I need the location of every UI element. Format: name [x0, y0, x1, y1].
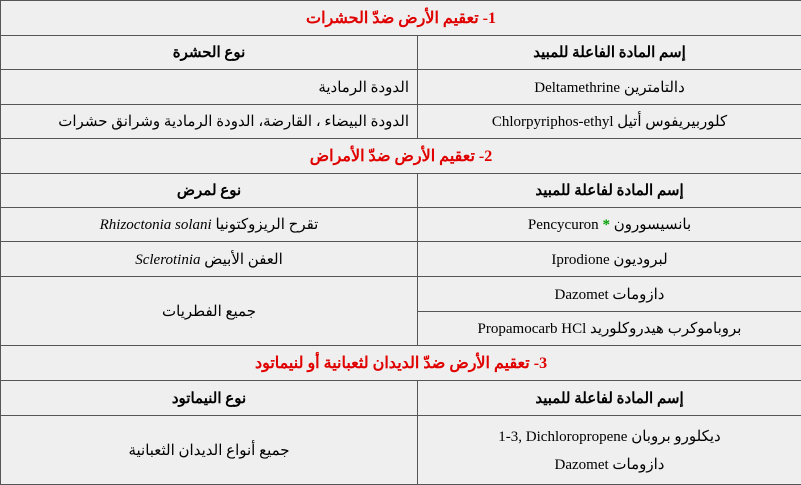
target-header: نوع النيماتود — [1, 381, 418, 416]
target-header: نوع الحشرة — [1, 36, 418, 70]
compound-cell — [418, 416, 801, 485]
compound-cell — [418, 312, 801, 346]
table-row — [1, 208, 801, 242]
compound-line — [426, 455, 793, 474]
compound-ar: دالتامترين — [623, 79, 685, 96]
header-row-2 — [1, 174, 801, 208]
compound-en: Dazomet — [554, 456, 609, 473]
compound-ar: ديكلورو بروبان — [631, 428, 721, 445]
section-row-3 — [1, 346, 801, 381]
target-ar: العفن الأبيض — [204, 251, 283, 268]
target-cell — [1, 242, 418, 277]
section-title-2: 2- تعقيم الأرض ضدّ الأمراض — [1, 139, 801, 174]
target-cell: الدودة الرمادية — [1, 70, 418, 105]
compound-en: 1-3, Dichloropropene — [498, 428, 628, 445]
target-ar: تقرح الريزوكتونيا — [215, 217, 319, 233]
section-title-3: 3- تعقيم الأرض ضدّ الديدان لثعبانية أو لنيماتود — [1, 346, 801, 381]
table-row — [1, 416, 801, 485]
compound-cell — [418, 208, 801, 242]
target-cell: جميع أنواع الديدان الثعبانية — [1, 416, 418, 485]
compound-ar: بانسيسورون — [613, 217, 692, 233]
target-cell: جميع الفطريات — [1, 277, 418, 346]
compound-header: إسم المادة لفاعلة للمبيد — [418, 174, 801, 208]
compound-ar: كلوربيريفوس أتيل — [617, 114, 728, 130]
compound-cell — [418, 105, 801, 139]
target-latin: Sclerotinia — [135, 251, 201, 268]
section-title-1: 1- تعقيم الأرض ضدّ الحشرات — [1, 1, 801, 36]
target-cell: الدودة البيضاء ، القارضة، الدودة الرمادية وشرانق حشرات — [1, 105, 418, 139]
compound-en: Propamocarb HCl — [477, 321, 587, 337]
compound-en: Iprodione — [551, 251, 610, 268]
compound-en: Deltamethrine — [534, 79, 621, 96]
table-row — [1, 105, 801, 139]
header-row-3 — [1, 381, 801, 416]
target-latin: Rhizoctonia solani — [99, 217, 212, 233]
compound-ar: دازومات — [612, 286, 665, 303]
header-row-1 — [1, 36, 801, 70]
compound-ar: لبروديون — [613, 251, 668, 268]
compound-ar: بروباموكرب هيدروكلوريد — [590, 321, 742, 337]
target-cell — [1, 208, 418, 242]
compound-cell — [418, 277, 801, 312]
compound-en: Dazomet — [554, 286, 609, 303]
table-row — [1, 277, 801, 312]
compound-header: إسم المادة الفاعلة للمبيد — [418, 36, 801, 70]
compound-ar: دازومات — [612, 456, 665, 473]
table-row — [1, 242, 801, 277]
compound-line — [426, 427, 793, 446]
target-header: نوع لمرض — [1, 174, 418, 208]
section-row-1 — [1, 1, 801, 36]
table-row — [1, 70, 801, 105]
compound-en: Pencycuron — [527, 217, 599, 233]
compound-cell — [418, 242, 801, 277]
marker-asterisk: * — [602, 217, 610, 233]
compound-cell — [418, 70, 801, 105]
compound-en: Chlorpyriphos-ethyl — [491, 114, 614, 130]
section-row-2 — [1, 139, 801, 174]
compound-header: إسم المادة لفاعلة للمبيد — [418, 381, 801, 416]
